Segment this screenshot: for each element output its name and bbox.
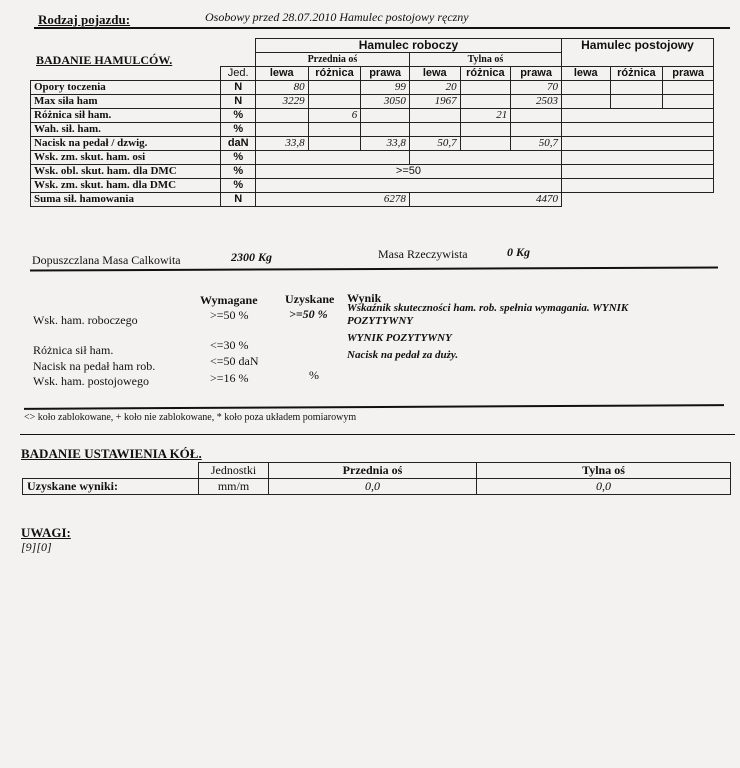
front-diff-header: różnica: [308, 67, 361, 81]
row-unit: %: [221, 165, 255, 179]
row-unit: N: [221, 95, 255, 109]
max-front-left: 3229: [255, 95, 308, 109]
result-label: Wsk. ham. roboczego: [33, 313, 138, 327]
sum-rear: 4470: [409, 193, 561, 207]
alignment-rear-header: Tylna oś: [477, 463, 731, 479]
alignment-row-label: Uzyskane wyniki:: [23, 479, 199, 495]
rear-left-header: lewa: [409, 67, 460, 81]
alignment-unit: mm/m: [199, 479, 269, 495]
actual-mass-value: 0 Kg: [507, 245, 531, 259]
row-label: Wah. sił. ham.: [31, 123, 221, 137]
row-label: Nacisk na pedał / dzwig.: [31, 137, 221, 151]
result-text: Wskaźnik skuteczności ham. rob. spełnia wymagania. WYNIK POZYTYWNY: [347, 302, 629, 327]
front-right-header: prawa: [361, 67, 410, 81]
rear-axle-header: Tylna oś: [409, 53, 561, 67]
pedal-rear-right: 50,7: [511, 137, 562, 151]
header-divider: [34, 27, 730, 29]
row-label: Wsk. zm. skut. ham. dla DMC: [31, 179, 221, 193]
alignment-table: [22, 462, 731, 495]
row-unit: N: [221, 193, 255, 207]
front-left-header: lewa: [255, 67, 308, 81]
row-unit: %: [221, 179, 255, 193]
table-row: [31, 165, 714, 179]
vehicle-type-value: Osobowy przed 28.07.2010 Hamulec postojowy ręczny: [205, 10, 469, 24]
pedal-front-left: 33,8: [255, 137, 308, 151]
rolling-front-left: 80: [255, 81, 308, 95]
allowed-mass-label: Dopuszczlana Masa Calkowita: [32, 253, 181, 267]
results-divider: [24, 404, 724, 410]
result-required: >=16 %: [210, 371, 249, 385]
row-label: Wsk. obl. skut. ham. dla DMC: [31, 165, 221, 179]
parking-left-header: lewa: [561, 67, 610, 81]
service-brake-header: Hamulec roboczy: [255, 39, 561, 53]
row-label: Różnica sił ham.: [31, 109, 221, 123]
table-row: [31, 81, 714, 95]
rolling-rear-left: 20: [409, 81, 460, 95]
row-unit: %: [221, 123, 255, 137]
obtained-header: Uzyskane: [285, 292, 335, 306]
notes-title: UWAGI:: [21, 525, 71, 540]
result-required: >=50 %: [210, 308, 249, 322]
legend-divider: [20, 434, 735, 435]
table-row: [31, 151, 714, 165]
brake-test-table: [30, 38, 714, 207]
rolling-rear-right: 70: [511, 81, 562, 95]
result-label: Wsk. ham. postojowego: [33, 374, 149, 388]
result-label: Różnica sił ham.: [33, 343, 114, 357]
result-text: Nacisk na pedał za duży.: [347, 349, 459, 361]
result-obtained: %: [309, 368, 319, 382]
row-label: Suma sił. hamowania: [31, 193, 221, 207]
row-label: Opory toczenia: [31, 81, 221, 95]
rear-right-header: prawa: [511, 67, 562, 81]
alignment-rear-value: 0,0: [477, 479, 731, 495]
alignment-unit-header: Jednostki: [199, 463, 269, 479]
sum-front: 6278: [255, 193, 409, 207]
max-rear-right: 2503: [511, 95, 562, 109]
result-text: WYNIK POZYTYWNY: [347, 332, 452, 344]
result-required: <=30 %: [210, 338, 249, 352]
pedal-front-right: 33,8: [361, 137, 410, 151]
pedal-rear-left: 50,7: [409, 137, 460, 151]
row-unit: N: [221, 81, 255, 95]
legend: <> koło zablokowane, + koło nie zablokowane, * koło poza układem pomiarowym: [24, 412, 357, 423]
calc-dmc-value: >=50: [255, 165, 561, 179]
row-label: Max siła ham: [31, 95, 221, 109]
parking-brake-header: Hamulec postojowy: [561, 39, 713, 67]
row-unit: daN: [221, 137, 255, 151]
table-row: [31, 123, 714, 137]
parking-diff-header: różnica: [610, 67, 663, 81]
row-unit: %: [221, 109, 255, 123]
max-rear-left: 1967: [409, 95, 460, 109]
vehicle-type-label: Rodzaj pojazdu:: [38, 12, 131, 27]
actual-mass-label: Masa Rzeczywista: [378, 247, 468, 261]
result-header: Wynik: [347, 291, 382, 305]
row-label: Wsk. zm. skut. ham. osi: [31, 151, 221, 165]
table-row: [31, 95, 714, 109]
alignment-front-value: 0,0: [269, 479, 477, 495]
diff-front: 6: [308, 109, 361, 123]
parking-right-header: prawa: [663, 67, 714, 81]
table-row: [23, 479, 731, 495]
alignment-section-title: BADANIE USTAWIENIA KÓŁ.: [21, 446, 202, 461]
table-row: [31, 179, 714, 193]
rear-diff-header: różnica: [460, 67, 511, 81]
alignment-front-header: Przednia oś: [269, 463, 477, 479]
table-row: [31, 137, 714, 151]
diff-rear: 21: [460, 109, 511, 123]
table-row: [31, 193, 714, 207]
result-obtained: >=50 %: [289, 307, 328, 321]
front-axle-header: Przednia oś: [255, 53, 409, 67]
allowed-mass-value: 2300 Kg: [231, 250, 273, 264]
result-label: Nacisk na pedał ham rob.: [33, 359, 156, 373]
required-header: Wymagane: [200, 293, 258, 307]
result-required: <=50 daN: [210, 354, 259, 368]
notes-content: [9][0]: [21, 540, 52, 554]
unit-header: Jed.: [221, 67, 255, 81]
brakes-section-title: BADANIE HAMULCÓW.: [36, 53, 173, 67]
max-front-right: 3050: [361, 95, 410, 109]
rolling-front-right: 99: [361, 81, 410, 95]
table-row: [31, 109, 714, 123]
row-unit: %: [221, 151, 255, 165]
